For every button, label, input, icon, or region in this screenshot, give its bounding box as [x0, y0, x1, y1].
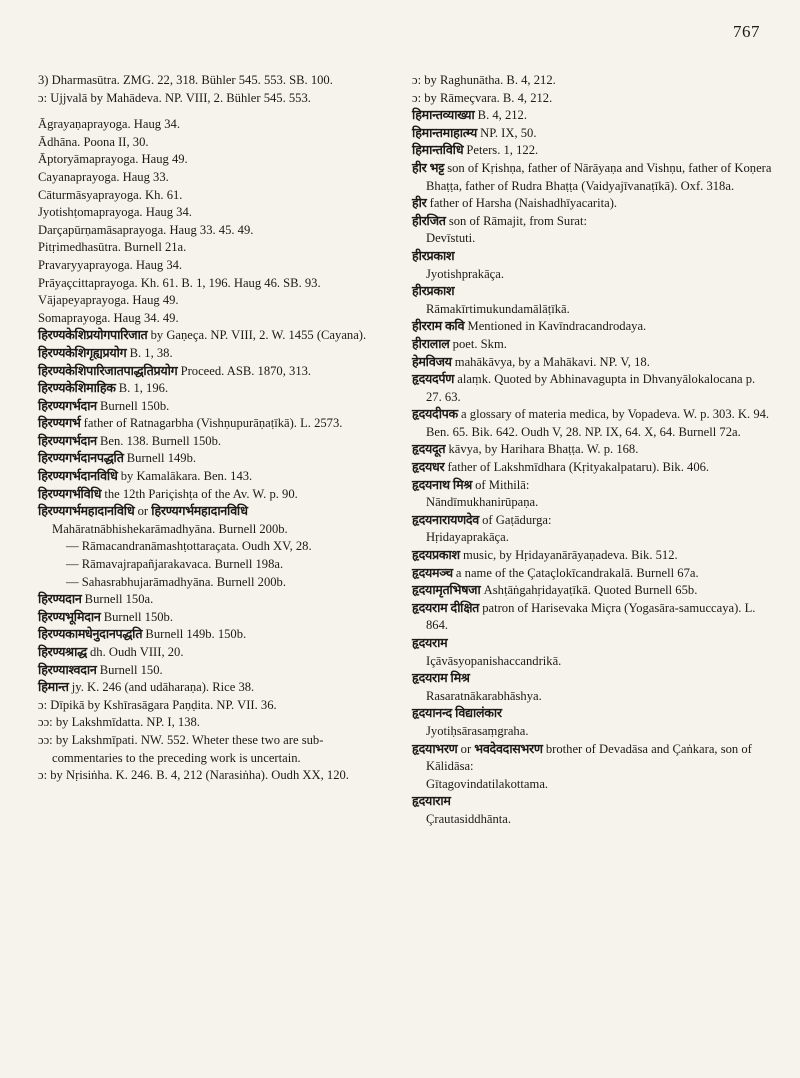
- sanskrit-headword: हृदयराम: [412, 636, 448, 650]
- entry-text: Āptoryāmaprayoga. Haug 49.: [38, 152, 188, 167]
- sanskrit-headword: हिमान्तव्याख्या: [412, 108, 475, 123]
- left-entry: [38, 187, 390, 205]
- entry-text: Ashṭāṅgahṛidayaṭīkā. Quoted Burnell 65b.: [480, 583, 698, 598]
- entry-text: — Rāmacandranāmashṭottaraçata. Oudh XV, 28.: [66, 539, 312, 554]
- right-entry: [412, 635, 774, 653]
- left-entry: [38, 574, 390, 592]
- entry-text: Pravaryyaprayoga. Haug 34.: [38, 257, 183, 272]
- entry-text: Ben. 138. Burnell 150b.: [96, 433, 222, 448]
- left-entry: [38, 222, 390, 240]
- sanskrit-headword: हिरण्यश्राद्ध: [38, 645, 87, 659]
- right-entry-subtitle: Gītagovindatilakottama.: [426, 776, 549, 791]
- sanskrit-headword: हृदयदीपक: [412, 407, 458, 422]
- entry-text: or: [457, 741, 475, 756]
- left-entry: [38, 644, 390, 662]
- entry-text: Cayanaprayoga. Haug 33.: [38, 169, 169, 184]
- entry-text: dh. Oudh VIII, 20.: [86, 645, 184, 659]
- left-entry: [38, 310, 390, 328]
- sanskrit-headword: हिरण्यकेशिप्रयोगपारिजात: [38, 328, 148, 343]
- right-entry: [412, 512, 774, 530]
- right-entry: [412, 793, 774, 811]
- left-entry: [38, 239, 390, 257]
- entry-text: Peters. 1, 122.: [463, 143, 539, 158]
- sanskrit-headword: मिश्र: [452, 477, 472, 492]
- entry-text: B. 1, 38.: [126, 345, 173, 360]
- entry-text: father of Harsha (Naishadhīyacarita).: [426, 196, 618, 211]
- sanskrit-headword: कवि: [445, 319, 465, 334]
- sanskrit-headword: हीर: [412, 196, 427, 211]
- right-entry: [412, 107, 774, 125]
- sanskrit-headword: हिरण्यगर्भदानपद्धति: [38, 451, 124, 466]
- sanskrit-headword: हिरण्यगर्भदानविधि: [38, 469, 118, 484]
- sanskrit-headword: हृदयानन्द: [412, 706, 452, 721]
- entry-text: Somaprayoga. Haug 34. 49.: [38, 310, 179, 325]
- entry-text: by Gaṇeça. NP. VIII, 2. W. 1455 (Cayana).: [147, 328, 367, 343]
- sanskrit-headword: हृदयप्रकाश: [412, 548, 460, 563]
- entry-text: Burnell 150b.: [96, 398, 170, 413]
- right-entry: [412, 582, 774, 600]
- left-entry: [38, 169, 390, 187]
- left-entry: [38, 679, 390, 697]
- entry-text: son of Rāmajit, from Surat:: [445, 213, 587, 228]
- sanskrit-headword: हीरप्रकाश: [412, 248, 455, 263]
- left-entry: [38, 714, 390, 732]
- left-entry: [38, 415, 390, 433]
- entry-text: NP. IX, 50.: [477, 125, 537, 140]
- left-entry: [38, 116, 390, 134]
- left-entry: [38, 732, 390, 767]
- entry-text: ɔ: Dīpikā by Kshīrasāgara Paṇḍita. NP. VII. 36.: [38, 697, 277, 712]
- entry-text: mahākāvya, by a Mahākavi. NP. V, 18.: [451, 354, 650, 369]
- entry-text: a glossary of materia medica, by Vopadeva. W. p. 303. K. 94. Ben. 65. Bik. 642. Oudh V, 28. NP. IX, 64. X, 64. Burnell 72a.: [426, 407, 770, 439]
- left-entry: [38, 591, 390, 609]
- entry-text: Āgrayaṇaprayoga. Haug 34.: [38, 117, 180, 132]
- sanskrit-headword: दीक्षित: [450, 600, 480, 615]
- sanskrit-headword: भवदेवदासभरण: [474, 741, 543, 756]
- sanskrit-headword: विद्यालंकार: [455, 706, 502, 721]
- sanskrit-headword: हृदयदर्पण: [412, 372, 455, 387]
- sanskrit-headword: हीरप्रकाश: [412, 284, 455, 299]
- left-entry: [38, 363, 390, 381]
- entry-text: patron of Harisevaka Miçra (Yogasāra-samuccaya). L. 864.: [426, 600, 756, 633]
- entry-text: Jyotishṭomaprayoga. Haug 34.: [38, 205, 192, 220]
- right-entry: [412, 213, 774, 231]
- entry-text: Darçapūrṇamāsaprayoga. Haug 33. 45. 49.: [38, 222, 254, 237]
- sanskrit-headword: हिरण्याश्वदान: [38, 662, 97, 677]
- right-entry: [412, 441, 774, 459]
- entry-text: Ādhāna. Poona II, 30.: [38, 134, 149, 149]
- right-entry: [412, 318, 774, 336]
- entry-text: father of Lakshmīdhara (Kṛityakalpataru). Bik. 406.: [444, 460, 710, 475]
- sanskrit-headword: हिरण्यगर्भविधि: [38, 486, 102, 501]
- left-entry: [38, 486, 390, 504]
- left-column: [38, 72, 390, 785]
- entry-text: brother of Devadāsa and Çaṅkara, son of Kālidāsa:: [426, 741, 752, 774]
- right-entry-subtitle: Devīstuti.: [426, 231, 476, 246]
- right-column: [412, 72, 774, 829]
- right-entry: [412, 354, 774, 372]
- entry-text: Mahāratnābhishekarāmadhyāna. Burnell 200b.: [52, 521, 288, 536]
- sanskrit-headword: हृदयमञ्च: [412, 565, 453, 580]
- left-entry: [38, 345, 390, 363]
- entry-text: the 12th Pariçishṭa of the Av. W. p. 90.: [101, 486, 298, 501]
- entry-text: — Sahasrabhujarāmadhyāna. Burnell 200b.: [66, 574, 286, 589]
- left-entry: [38, 398, 390, 416]
- left-entry: [38, 609, 390, 627]
- sanskrit-headword: हृदयराम: [412, 600, 448, 615]
- right-entry-subtitle: Jyotiḥsārasaṃgraha.: [426, 723, 529, 738]
- right-entry: [412, 90, 774, 108]
- sanskrit-headword: हिरण्यगर्भमहादानविधि: [38, 504, 135, 519]
- entry-text: Vājapeyaprayoga. Haug 49.: [38, 293, 179, 308]
- right-entry: [412, 160, 774, 195]
- left-entry: [38, 538, 390, 556]
- right-entry: [412, 547, 774, 565]
- entry-text: kāvya, by Harihara Bhaṭṭa. W. p. 168.: [445, 442, 639, 457]
- left-entry: [38, 697, 390, 715]
- right-entry-subtitle: Nāndīmukhanirūpaṇa.: [426, 495, 539, 510]
- sanskrit-headword: हिरण्यकेशिपारिजातपाद्धतिप्रयोग: [38, 363, 178, 378]
- right-entry: [412, 670, 774, 688]
- sanskrit-headword: हिमान्तविधि: [412, 143, 464, 158]
- entry-text: Mentioned in Kavīndracandrodaya.: [464, 319, 647, 334]
- entry-text: B. 1, 196.: [115, 381, 169, 396]
- sanskrit-headword: भट्ट: [429, 160, 445, 175]
- sanskrit-headword: मिश्र: [450, 671, 470, 686]
- entry-text: ɔ: by Raghunātha. B. 4, 212.: [412, 73, 556, 87]
- entry-text: — Rāmavajrapañjarakavaca. Burnell 198a.: [66, 557, 284, 572]
- sanskrit-headword: हृदयनारायणदेव: [412, 512, 479, 527]
- page-number: 767: [733, 22, 760, 41]
- entry-text: son of Kṛishṇa, father of Nārāyaṇa and Vishṇu, father of Koṇera Bhaṭṭa, father of Rudra Bhaṭṭa (Vaidyajīvanaṭīkā). Oxf. 318a.: [426, 160, 772, 193]
- right-entry-subtitle: Rasaratnākarabhāshya.: [426, 688, 542, 703]
- left-entry: [38, 327, 390, 345]
- left-entry: [38, 257, 390, 275]
- right-entry: [412, 72, 774, 90]
- right-entry: [412, 705, 774, 723]
- left-entry: [38, 468, 390, 486]
- right-entry: [412, 565, 774, 583]
- entry-text: Burnell 149b.: [123, 451, 197, 466]
- right-entry: [412, 741, 774, 776]
- right-entry-subtitle: Hṛidayaprakāça.: [426, 530, 509, 545]
- sanskrit-headword: हिरण्यगर्भदान: [38, 398, 97, 413]
- left-entry: [38, 90, 390, 108]
- left-entry: [38, 556, 390, 574]
- sanskrit-headword: हिरण्यगर्भ: [38, 416, 81, 431]
- entry-text: of Gaṭādurga:: [478, 512, 552, 527]
- sanskrit-headword: हिरण्यकामधेनुदानपद्धति: [38, 627, 143, 642]
- sanskrit-headword: हिमान्त: [38, 680, 69, 695]
- left-entry: [38, 503, 390, 538]
- sanskrit-headword: हिमान्तमाहात्म्य: [412, 125, 478, 140]
- right-entry: [412, 336, 774, 354]
- entry-text: Burnell 149b. 150b.: [142, 627, 247, 642]
- entry-text: poet. Skm.: [449, 336, 507, 351]
- right-entry: [412, 371, 774, 406]
- sanskrit-headword: हृदयधर: [412, 460, 445, 475]
- left-entry: [38, 204, 390, 222]
- entry-text: ɔɔ: by Lakshmīdatta. NP. I, 138.: [38, 715, 200, 730]
- entry-text: ɔ: by Nṛisiṅha. K. 246. B. 4, 212 (Narasiṅha). Oudh XX, 120.: [38, 768, 349, 783]
- entry-text: Prāyaçcittaprayoga. Kh. 61. B. 1, 196. Haug 46. SB. 93.: [38, 275, 321, 290]
- left-entry: [38, 275, 390, 293]
- right-entry: [412, 125, 774, 143]
- sanskrit-headword: हीरजित: [412, 213, 446, 228]
- entry-text: music, by Hṛidayanārāyaṇadeva. Bik. 512.: [459, 548, 678, 563]
- entry-text: jy. K. 246 (and udāharaṇa). Rice 38.: [68, 680, 255, 695]
- left-entry: [38, 433, 390, 451]
- sanskrit-headword: हृदयराम: [412, 671, 448, 686]
- sanskrit-headword: हिरण्यभूमिदान: [38, 609, 101, 624]
- entry-text: alaṃk. Quoted by Abhinavagupta in Dhvanyālokalocana p. 27. 63.: [426, 372, 756, 404]
- right-entry-subtitle: Içāvāsyopanishaccandrikā.: [426, 653, 562, 668]
- right-entry: [412, 248, 774, 266]
- entry-text: B. 4, 212.: [474, 108, 527, 123]
- entry-text: Burnell 150b.: [100, 609, 173, 624]
- left-entry: [38, 134, 390, 152]
- sanskrit-headword: हृदयामृतभिषजा: [412, 583, 481, 598]
- sanskrit-headword: हृदयाभरण: [412, 741, 458, 756]
- right-entry-subtitle: Jyotishprakāça.: [426, 266, 504, 281]
- left-entry: [38, 626, 390, 644]
- sanskrit-headword: हीरराम: [412, 319, 442, 334]
- right-entry: [412, 406, 774, 441]
- right-entry: [412, 477, 774, 495]
- entry-text: Cāturmāsyaprayoga. Kh. 61.: [38, 187, 183, 202]
- entry-text: or: [134, 504, 152, 519]
- left-entry: [38, 151, 390, 169]
- entry-text: 3) Dharmasūtra. ZMG. 22, 318. Bühler 545. 553. SB. 100.: [38, 73, 333, 87]
- entry-text: by Kamalākara. Ben. 143.: [117, 469, 253, 484]
- right-entry: [412, 142, 774, 160]
- sanskrit-headword: हिरण्यकेशिगृह्यप्रयोग: [38, 345, 127, 360]
- right-entry: [412, 459, 774, 477]
- entry-text: Burnell 150.: [96, 662, 163, 677]
- right-entry: [412, 283, 774, 301]
- entry-text: ɔ: Ujjvalā by Mahādeva. NP. VIII, 2. Bühler 545. 553.: [38, 90, 311, 105]
- entry-text: ɔɔ: by Lakshmīpati. NW. 552. Wheter these two are sub-commentaries to the preceding work is uncertain.: [38, 732, 324, 765]
- sanskrit-headword: हिरण्यकेशिमाहिक: [38, 381, 116, 396]
- entry-text: father of Ratnagarbha (Vishṇupurāṇaṭīkā). L. 2573.: [80, 416, 343, 431]
- sanskrit-headword: हृदयाराम: [412, 794, 451, 809]
- left-entry: [38, 292, 390, 310]
- sanskrit-headword: हीरालाल: [412, 336, 450, 351]
- left-entry: [38, 380, 390, 398]
- sanskrit-headword: हृदयदूत: [412, 442, 446, 457]
- right-entry-subtitle: Çrautasiddhānta.: [426, 811, 511, 826]
- entry-text: Proceed. ASB. 1870, 313.: [177, 363, 312, 378]
- sanskrit-headword: हीर: [412, 160, 427, 175]
- left-entry: [38, 662, 390, 680]
- entry-text: Burnell 150a.: [81, 592, 154, 607]
- sanskrit-headword: हिरण्यदान: [38, 592, 82, 607]
- sanskrit-headword: हृदयनाथ: [412, 477, 450, 492]
- sanskrit-headword: हेमविजय: [412, 354, 452, 369]
- left-entry: [38, 767, 390, 785]
- left-entry: [38, 72, 390, 90]
- entry-text: of Mithilā:: [471, 477, 530, 492]
- sanskrit-headword: हिरण्यगर्भदान: [38, 433, 97, 448]
- right-entry: [412, 195, 774, 213]
- entry-text: a name of the Çataçlokīcandrakalā. Burnell 67a.: [452, 565, 699, 580]
- left-entry: [38, 450, 390, 468]
- right-entry-subtitle: Rāmakīrtimukundamālāṭīkā.: [426, 301, 570, 316]
- right-entry: [412, 600, 774, 635]
- entry-text: Pitṛimedhasūtra. Burnell 21a.: [38, 240, 187, 255]
- entry-text: ɔ: by Rāmeçvara. B. 4, 212.: [412, 90, 553, 105]
- sanskrit-headword: हिरण्यगर्भमहादानविधि: [151, 504, 248, 519]
